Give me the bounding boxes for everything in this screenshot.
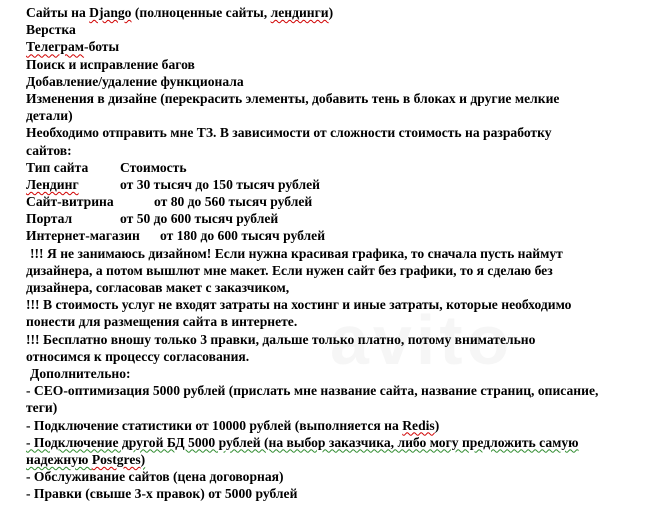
service-design-1: Изменения в дизайне (перекрасить элементы, добавить тень в блоках и другие мелкие — [26, 90, 560, 106]
note-design-2: дизайнера, а потом вышлют мне макет. Если нужен сайт без графики, то я сделаю без — [26, 262, 553, 278]
note-free-1: !!! Бесплатно вношу только 3 правки, дальше только платно, потому внимательно — [26, 331, 536, 347]
extra-db-1: - Подключение другой БД 5000 рублей (на выбор заказчика, либо могу предложить самую — [26, 434, 579, 450]
service-features: Добавление/удаление функционала — [26, 73, 244, 89]
tz-line-1: Необходимо отправить мне ТЗ. В зависимости от сложности стоимость на разработку — [26, 125, 552, 141]
note-design-1: !!! Я не занимаюсь дизайном! Если нужна красивая графика, то сначала пусть наймут — [30, 245, 563, 261]
extra-maintenance: - Обслуживание сайтов (цена договорная) — [26, 469, 284, 485]
extra-title: Дополнительно: — [30, 365, 131, 381]
pricing-row: Лендинг от 30 тысяч до 150 тысяч рублей — [26, 176, 320, 192]
extra-seo-1: - СЕО-оптимизация 5000 рублей (прислать мне название сайта, название страниц, описание, — [26, 383, 599, 399]
note-hosting-2: понести для размещения сайта в интернете. — [26, 314, 298, 330]
document-body — [26, 4, 662, 502]
note-hosting-1: !!! В стоимость услуг не входят затраты на хостинг и иные затраты, которые необходимо — [26, 297, 572, 313]
extra-seo-2: теги) — [26, 400, 58, 416]
note-free-2: относимся к процессу согласования. — [26, 348, 250, 364]
service-design-2: детали) — [26, 108, 73, 124]
service-telegram: Телеграм-боты — [26, 39, 120, 55]
pricing-row: Интернет-магазин от 180 до 600 тысяч рублей — [26, 228, 326, 244]
service-bugs: Поиск и исправление багов — [26, 56, 195, 72]
pricing-row: Сайт-витрина от 80 до 560 тысяч рублей — [26, 194, 313, 210]
pricing-header: Тип сайта Стоимость — [26, 159, 187, 175]
service-layout: Верстка — [26, 22, 76, 38]
note-design-3: дизайнера, согласовав макет с заказчиком, — [26, 280, 290, 295]
extra-db-2: надежную Postgres) — [26, 451, 146, 467]
tz-line-2: сайтов: — [26, 142, 72, 158]
extra-edits: - Правки (свыше 3-х правок) от 5000 рублей — [26, 486, 298, 502]
extra-stats: - Подключение статистики от 10000 рублей (выполняется на Redis) — [26, 417, 440, 433]
pricing-row: Портал от 50 до 600 тысяч рублей — [26, 211, 279, 227]
service-django: Сайты на Django (полноценные сайты, лендинги) — [26, 5, 334, 20]
